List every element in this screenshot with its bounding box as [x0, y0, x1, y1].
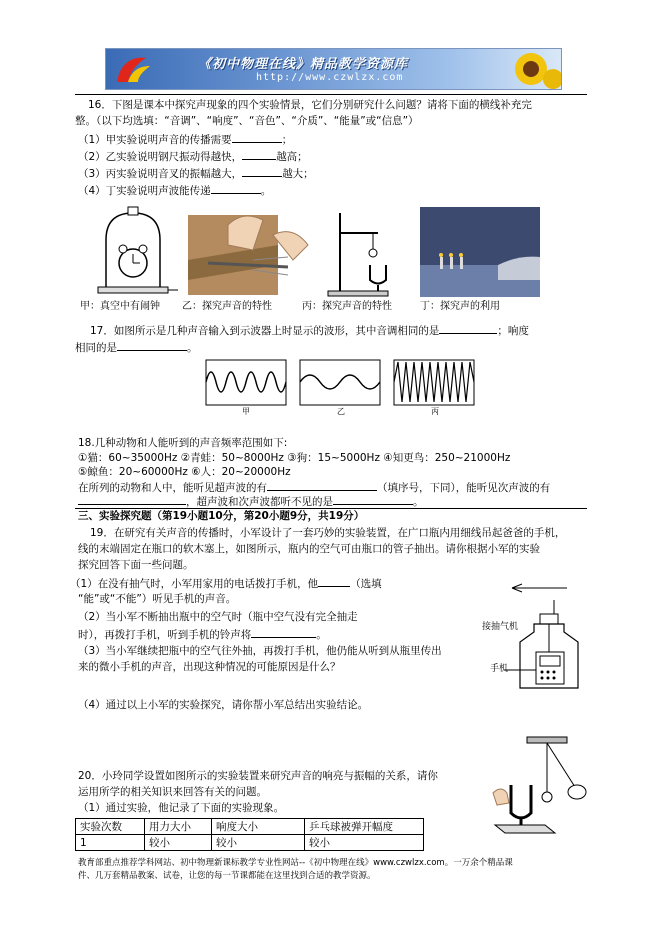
- q16-line-2: 整。（以下均选填：“音调”、“响度”、“音色”、“介质”、“能量”或“信息”）: [75, 115, 419, 127]
- q19-sub-4: （4）通过以上小军的实验探究，请你帮小军总结出实验结论。: [78, 699, 369, 711]
- q16-item-2: （2）乙实验说明钢尺振动得越快， 越高；: [78, 148, 308, 164]
- fig-label-phone: 手机: [490, 664, 509, 674]
- table-row: [76, 835, 424, 851]
- table-header: 响度大小: [212, 819, 305, 835]
- bell-jar-figure: [98, 207, 178, 293]
- caption-bing: 丙：探究声音的特性: [302, 301, 392, 312]
- answer-blank[interactable]: [232, 131, 282, 143]
- q20-line-1: 20．小玲同学设置如图所示的实验装置来研究声音的响亮与振幅的关系，请你: [78, 770, 438, 782]
- q16-item-1: （1）甲实验说明声音的传播需要 ；: [78, 131, 292, 147]
- q16-line-1: 16．下图是课本中探究声现象的四个实验情景，它们分别研究什么问题？请将下面的横线补充完: [88, 99, 532, 111]
- sunflower-icon: [501, 49, 561, 89]
- candle-figure: [420, 207, 540, 297]
- tuning-fork-figure: [328, 213, 388, 296]
- q19-line-3: 探究回答下面一些问题。: [78, 559, 194, 571]
- footer-line-2: 件、几万套精品教案、试卷，让您的每一节课都能在这里找到合适的教学资源。: [78, 871, 376, 881]
- q18-line-3: ⑤鲸鱼：20~60000Hz ⑥人：20~20000Hz: [78, 466, 291, 478]
- answer-blank[interactable]: [318, 575, 350, 587]
- header-rule: [75, 94, 587, 95]
- answer-blank[interactable]: [211, 182, 261, 194]
- table-header: 乒乓球被弹开幅度: [305, 819, 424, 835]
- section-3-title: 三、实验探究题（第19小题10分，第20小题9分，共19分）: [78, 510, 365, 522]
- table-cell: 较小: [212, 835, 305, 851]
- caption-jia: 甲：真空中有闹钟: [80, 301, 160, 312]
- q19-sub-2b: 时），再拨打手机，听到手机的铃声将 。: [78, 626, 327, 642]
- answer-blank[interactable]: [267, 479, 377, 491]
- answer-blank[interactable]: [242, 148, 276, 160]
- table-cell: 较小: [145, 835, 212, 851]
- waveform-label-yi: 乙: [337, 407, 345, 416]
- answer-blank[interactable]: [242, 165, 282, 177]
- banner-url: http://www.czwlzx.com: [256, 72, 404, 83]
- q19-sub-1b: “能”或“不能”）听见手机的声音。: [78, 593, 237, 605]
- logo-icon: [112, 52, 152, 86]
- experiment-table: [75, 818, 424, 851]
- q19-line-1: 19．在研究有关声音的传播时，小军设计了一套巧妙的实验装置，在广口瓶内用细线吊起爸爸的手机，: [90, 527, 566, 539]
- answer-blank[interactable]: [78, 493, 186, 505]
- waveform-label-bing: 丙: [431, 407, 439, 416]
- q18-line-2: ①猫：60~35000Hz ②青蛙：50~8000Hz ③狗：15~5000Hz ④知更鸟：250~21000Hz: [78, 452, 511, 464]
- table-header-row: [76, 819, 424, 835]
- q16-item-4: （4）丁实验说明声波能传递 。: [78, 182, 271, 198]
- ruler-figure: [188, 215, 308, 295]
- q19-sub-3b: 来的微小手机的声音，出现这种情况的可能原因是什么？: [78, 661, 341, 673]
- q19-sub-1a: （1）在没有抽气时，小军用家用的电话拨打手机，他 （选填: [70, 575, 382, 591]
- banner-title: 《初中物理在线》精品教学资源库: [198, 57, 409, 72]
- q18-line-4: 在所列的动物和人中，能听见超声波的有 （填序号，下同），能听见次声波的有: [78, 479, 550, 495]
- q18-line-1: 18.几种动物和人能听到的声音频率范围如下:: [78, 437, 288, 449]
- q19-line-2: 线的末端固定在瓶口的软木塞上，如图所示，瓶内的空气可由瓶口的管子抽出。请你根据小军的实验: [78, 543, 540, 555]
- q19-sub-2a: （2）当小军不断抽出瓶中的空气时（瓶中空气没有完全抽走: [78, 611, 358, 623]
- q18-line-5: ，超声波和次声波都听不见的是 。: [78, 493, 424, 509]
- q20-fork-figure: [485, 735, 595, 840]
- q20-line-2: 运用所学的相关知识来回答有关的问题。: [78, 786, 267, 798]
- q17-line-1: 17．如图所示是几种声音输入到示波器上时显示的波形，其中音调相同的是 ；响度: [90, 322, 529, 338]
- answer-blank[interactable]: [333, 493, 413, 505]
- q19-sub-3a: （3）当小军继续把瓶中的空气往外抽，再拨打手机，他仍能从听到从瓶里传出: [78, 645, 442, 657]
- q17-line-2: 相同的是 。: [75, 339, 198, 355]
- header-banner: [105, 48, 562, 90]
- caption-yi: 乙：探究声音的特性: [182, 301, 272, 312]
- table-cell: 较小: [305, 835, 424, 851]
- answer-blank[interactable]: [439, 322, 497, 334]
- table-header: 用力大小: [145, 819, 212, 835]
- answer-blank[interactable]: [117, 339, 187, 351]
- footer-line-1: 教育部重点推荐学科网站、初中物理新课标教学专业性网站--《初中物理在线》www.czwlzx.com。一万余个精品课: [78, 858, 513, 868]
- q16-figures: [78, 205, 598, 300]
- caption-ding: 丁：探究声的利用: [420, 301, 500, 312]
- fig-label-pump: 接抽气机: [482, 622, 519, 632]
- q20-line-3: （1）通过实验，他记录了下面的实验现象。: [78, 802, 285, 814]
- waveform-label-jia: 甲: [242, 407, 250, 416]
- table-header: 实验次数: [76, 819, 145, 835]
- answer-blank[interactable]: [251, 626, 316, 638]
- q16-item-3: （3）丙实验说明音叉的振幅越大， 越大；: [78, 165, 314, 181]
- table-cell: 1: [76, 835, 145, 851]
